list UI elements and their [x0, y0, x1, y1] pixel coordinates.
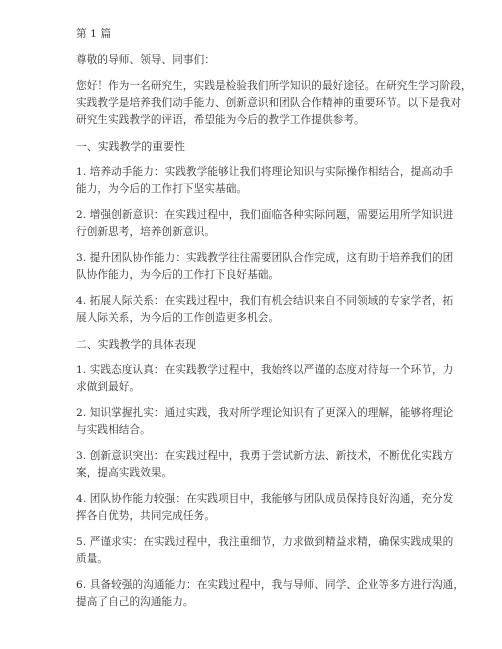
section-2-item-4-line-1: 4. 团队协作能力较强：在实践项目中，我能够与团队成员保持良好沟通，充分发 — [76, 493, 454, 505]
section-2-item-4-line-2: 挥各自优势，共同完成任务。 — [76, 510, 216, 522]
section-1-item-4-line-2: 展人际关系，为今后的工作创造更多机会。 — [76, 312, 280, 324]
section-2-item-1-line-1: 1. 实践态度认真：在实践教学过程中，我始终以严谨的态度对待每一个环节，力 — [76, 364, 454, 376]
section-1-item-3-line-2: 队协作能力，为今后的工作打下良好基础。 — [76, 269, 280, 281]
section-2-item-2-line-2: 与实践相结合。 — [76, 424, 151, 436]
salutation: 尊敬的导师、领导、同事们： — [76, 54, 216, 66]
section-2-title: 二、实践教学的具体表现 — [76, 338, 196, 351]
section-1-item-1-line-2: 能力，为今后的工作打下坚实基础。 — [76, 183, 248, 195]
section-1-item-4-line-1: 4. 拓展人际关系：在实践过程中，我们有机会结识来自不同领域的专家学者，拓 — [76, 295, 454, 307]
page-label: 第 1 篇 — [76, 28, 112, 40]
section-1-item-2-line-2: 行创新思考，培养创新意识。 — [76, 226, 216, 238]
section-2-item-6-line-2: 提高了自己的沟通能力。 — [76, 596, 194, 608]
section-1-item-2-line-1: 2. 增强创新意识：在实践过程中，我们面临各种实际问题，需要运用所学知识进 — [76, 209, 454, 221]
section-2-item-3-line-2: 案，提高实践效果。 — [76, 467, 173, 479]
section-2-item-3-line-1: 3. 创新意识突出：在实践过程中，我勇于尝试新方法、新技术，不断优化实践方 — [76, 450, 454, 462]
intro-line-2: 实践教学是培养我们动手能力、创新意识和团队合作精神的重要环节。以下是我对 — [76, 97, 461, 109]
section-2-item-1-line-2: 求做到最好。 — [76, 381, 141, 393]
section-2-item-2-line-1: 2. 知识掌握扎实：通过实践，我对所学理论知识有了更深入的理解，能够将理论 — [76, 407, 454, 419]
intro-line-3: 研究生实践教学的评语，希望能为今后的教学工作提供参考。 — [76, 114, 365, 126]
section-1-item-1-line-1: 1. 培养动手能力：实践教学能够让我们将理论知识与实际操作相结合，提高动手 — [76, 166, 454, 178]
section-1-item-3-line-1: 3. 提升团队协作能力：实践教学往往需要团队合作完成，这有助于培养我们的团 — [76, 252, 454, 264]
section-2-item-5-line-1: 5. 严谨求实：在实践过程中，我注重细节，力求做到精益求精，确保实践成果的 — [76, 536, 454, 548]
section-2-item-5-line-2: 质量。 — [76, 553, 109, 565]
section-1-title: 一、实践教学的重要性 — [76, 140, 185, 153]
section-2-item-6-line-1: 6. 具备较强的沟通能力：在实践过程中，我与导师、同学、企业等多方进行沟通， — [76, 579, 465, 591]
intro-line-1: 您好！作为一名研究生，实践是检验我们所学知识的最好途径。在研究生学习阶段， — [76, 80, 472, 92]
